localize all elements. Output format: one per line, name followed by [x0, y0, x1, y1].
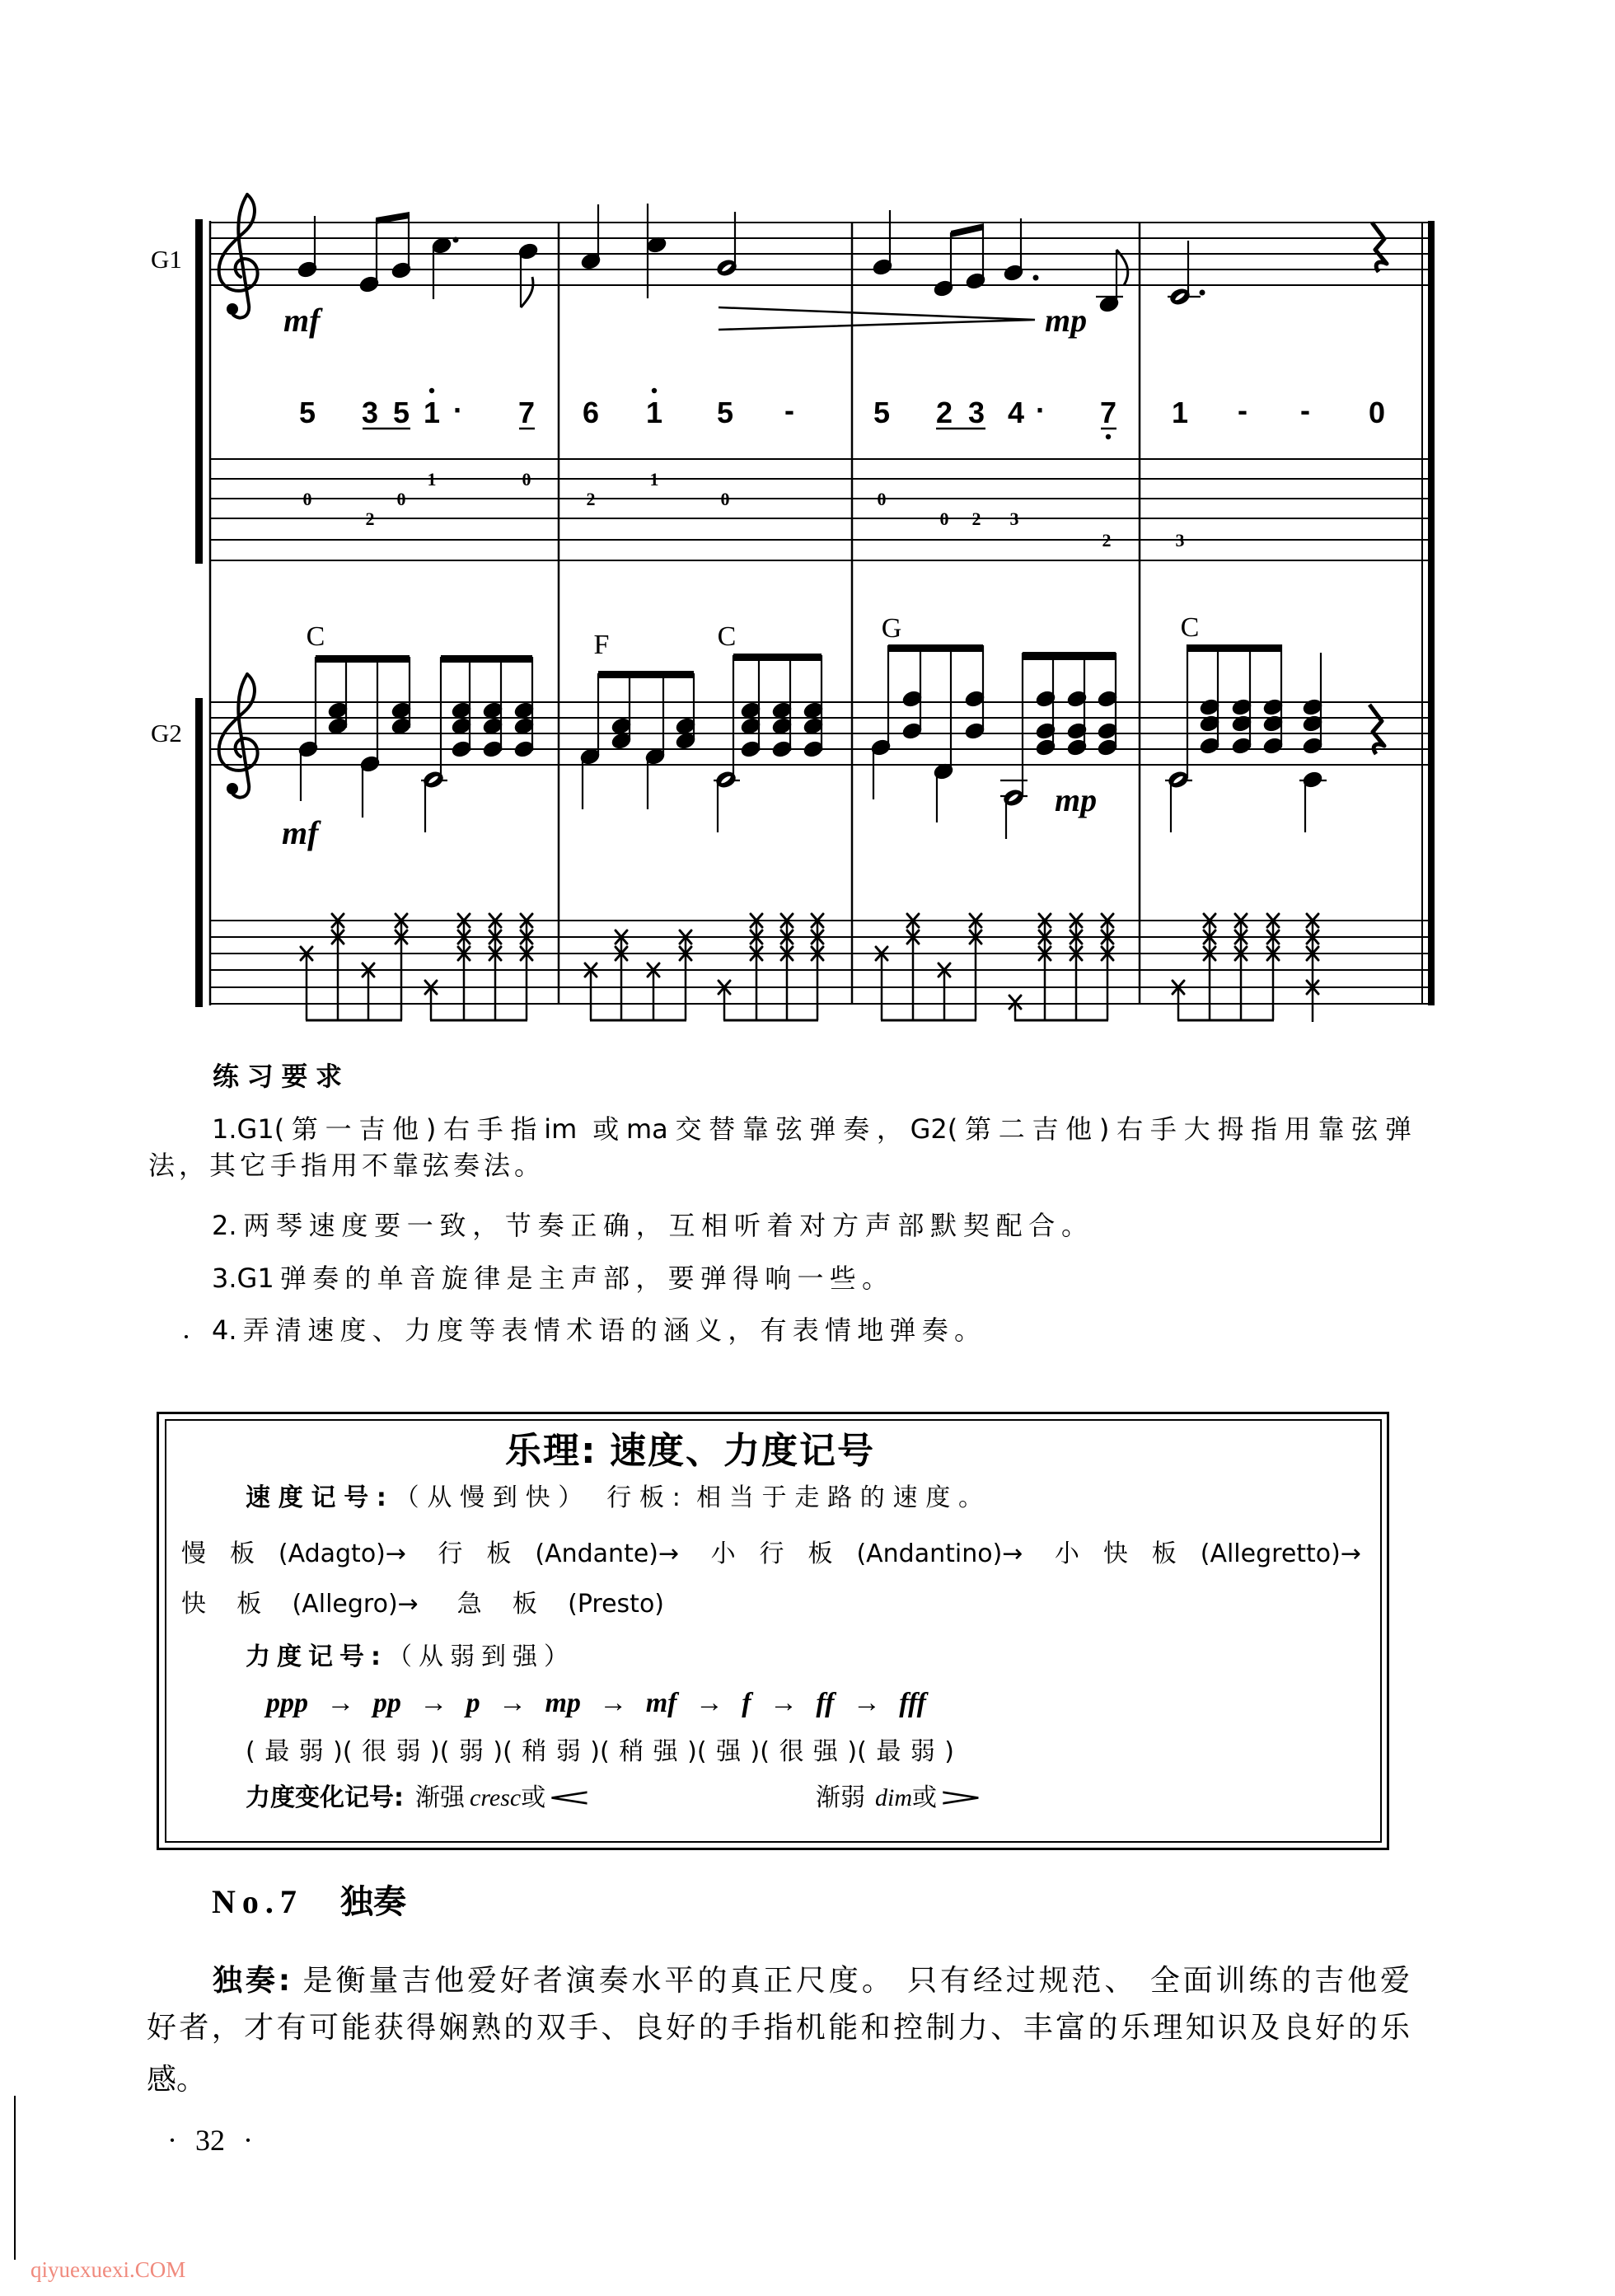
dynamics-sequence: ppp → pp → p → mp → mf → f → ff → fff [266, 1688, 926, 1718]
exercise-line: 3.G1弹奏的单音旋律是主声部，要弹得响一些。 [212, 1263, 888, 1294]
high-octave-dot [652, 388, 657, 393]
notehead [1302, 698, 1322, 716]
notehead [1302, 737, 1322, 755]
g2-tab-strokes [301, 914, 1318, 1022]
dynamics-label: 力度记号: [246, 1642, 381, 1671]
dynamics-note: （从弱到强） [381, 1642, 569, 1671]
beam [598, 671, 694, 678]
notehead [803, 701, 823, 719]
jianpu-note: 1 [423, 396, 441, 429]
jianpu-note: 2 [935, 396, 953, 429]
quarter-rest-icon [1372, 223, 1387, 272]
tab-fret: 0 [396, 489, 406, 509]
beam [1023, 652, 1116, 660]
g1-tab-numbers [303, 469, 1185, 551]
beam [441, 655, 532, 663]
final-barline-thick [1428, 221, 1435, 1005]
tempo-sequence-line-1: 慢板(Adagto)→ 行板(Andante)→ 小行板(Andantino)→ 小快板(Allegretto)→ [181, 1539, 1361, 1568]
low-octave-dot [1106, 434, 1111, 439]
notehead [803, 740, 823, 758]
jianpu-note: 5 [716, 396, 734, 429]
dynamic-change-diminuendo [816, 1783, 985, 1812]
tab-fret: 0 [522, 469, 531, 490]
jianpu-note: 5 [298, 396, 316, 429]
note-flag [521, 277, 533, 307]
notehead [740, 717, 761, 735]
notehead [1097, 738, 1117, 757]
beam [733, 654, 822, 661]
notehead [611, 717, 631, 735]
jianpu-note: 6 [582, 396, 600, 429]
dim-chinese: 渐弱 [816, 1783, 865, 1812]
dynamic-mark: mf [283, 302, 321, 339]
solo-term: 独奏: [213, 1964, 291, 1998]
notehead [327, 717, 348, 735]
notehead [740, 740, 761, 758]
tab-fret: 2 [1102, 530, 1112, 551]
section-title: 独奏 [340, 1883, 406, 1921]
part-label-g2: G2 [151, 719, 182, 747]
solo-paragraph-line: 好者，才有可能获得娴熟的双手、良好的手指机能和控制力、丰富的乐理知识及良好的乐 [147, 2011, 1410, 2045]
notehead [391, 701, 411, 719]
decrescendo-hairpin [719, 307, 1035, 330]
beam [316, 655, 410, 663]
section-number: No.7 [212, 1883, 303, 1920]
dim-or: 或 [912, 1783, 937, 1812]
solo-paragraph-line: 感。 [147, 2063, 207, 2097]
tab-fret: 2 [971, 508, 981, 529]
jianpu-note: 0 [1368, 396, 1386, 429]
page-number [167, 2125, 253, 2155]
jianpu-note: 4 [1007, 396, 1025, 429]
quarter-rest-icon [1369, 705, 1384, 754]
notehead [1199, 698, 1219, 716]
beam [1187, 644, 1281, 652]
note-flag [1116, 250, 1128, 285]
page-number-dot: · [243, 2124, 253, 2157]
dynamic-mark: mp [1045, 302, 1088, 339]
notehead [482, 701, 503, 719]
jianpu-dash: - [1300, 393, 1310, 427]
tab-fret: 3 [1175, 530, 1185, 551]
beam [888, 644, 983, 652]
dim-term: dim [875, 1784, 912, 1811]
tab-fret: 0 [302, 489, 312, 509]
exercise-line: 2.两琴速度要一致，节奏正确，互相听着对方声部默契配合。 [212, 1210, 1088, 1241]
tab-fret: 0 [877, 489, 887, 509]
tab-fret: 1 [649, 469, 659, 490]
g2-notes [297, 644, 1384, 839]
jianpu-note: 5 [392, 396, 410, 429]
notehead [771, 740, 792, 758]
part-label-g1: G1 [151, 245, 182, 274]
tab-fret: 2 [365, 508, 375, 529]
tempo-heading [246, 1483, 983, 1512]
scan-speck [185, 1335, 188, 1338]
theory-title: 乐理: 速度、力度记号 [505, 1430, 873, 1472]
g1-jianpu [299, 388, 1385, 439]
notehead [1097, 690, 1117, 708]
jianpu-dot: · [453, 393, 463, 427]
notehead [740, 701, 761, 719]
jianpu-dash: - [784, 393, 794, 427]
augmentation-dot [1200, 290, 1205, 296]
jianpu-dash: - [1238, 393, 1248, 427]
augmentation-dot [1033, 275, 1039, 281]
dynamic-change-label: 力度变化记号: [246, 1783, 404, 1812]
chord-symbol: G [881, 613, 902, 644]
page-number-dot: · [167, 2124, 177, 2157]
chord-symbol: C [306, 621, 325, 652]
jianpu-note: 7 [1099, 396, 1117, 429]
jianpu-note: 3 [967, 396, 985, 429]
cresc-term: cresc [470, 1784, 522, 1811]
notehead [431, 237, 452, 255]
chord-symbol: C [1180, 612, 1200, 643]
notehead [391, 717, 411, 735]
cresc-or: 或 [521, 1783, 546, 1812]
tab-fret: 0 [939, 508, 949, 529]
beam [951, 223, 984, 237]
exercise-line: 4.弄清速度、力度等表情术语的涵义，有表情地弹奏。 [212, 1314, 981, 1346]
notehead [451, 717, 471, 735]
notehead [451, 740, 471, 758]
tab-fret: 3 [1009, 508, 1019, 529]
dynamic-change-crescendo [246, 1783, 594, 1812]
notehead [803, 717, 823, 735]
cresc-chinese: 渐强 [415, 1783, 465, 1812]
page-number-value: 32 [195, 2124, 225, 2157]
high-octave-dot [429, 388, 434, 393]
dynamics-heading [246, 1642, 569, 1671]
exercise-title: 练习要求 [213, 1061, 342, 1092]
barlines [210, 221, 1422, 1005]
g1-tab-lines [210, 459, 1435, 560]
exercise-line: 1.G1(第一吉他)右手指im 或ma交替靠弦弹奏，G2(第二吉他)右手大拇指用靠弦弹 [212, 1113, 1411, 1145]
augmentation-dot [453, 237, 459, 243]
jianpu-note: 1 [645, 396, 663, 429]
jianpu-dot: · [1036, 393, 1046, 427]
margin-rule [14, 2096, 16, 2260]
notehead [771, 701, 792, 719]
treble-clef-icon [219, 194, 258, 318]
guitar-duet-score [0, 0, 1615, 1038]
notehead [675, 717, 695, 735]
tab-fret: 0 [720, 489, 730, 509]
chord-symbol: C [717, 621, 737, 652]
g1-bracket [195, 219, 203, 564]
tempo-label: 速度记号: [246, 1483, 386, 1512]
notehead [901, 690, 922, 708]
notehead [1231, 737, 1252, 755]
tempo-note: （从慢到快） 行板: 相当于走路的速度。 [386, 1483, 983, 1512]
notehead [771, 717, 792, 735]
notehead [1199, 737, 1219, 755]
jianpu-note: 5 [873, 396, 891, 429]
g1-notes [297, 204, 1387, 313]
jianpu-note: 7 [517, 396, 536, 429]
notehead [1262, 737, 1283, 755]
notehead [513, 701, 534, 719]
tempo-sequence-line-2: 快板(Allegro)→ 急板(Presto) [181, 1590, 664, 1619]
jianpu-note: 1 [1171, 396, 1189, 429]
jianpu-note: 3 [361, 396, 379, 429]
notehead [964, 722, 985, 740]
notehead [675, 732, 695, 750]
notehead [482, 717, 503, 735]
notehead [482, 740, 503, 758]
solo-text: 是衡量吉他爱好者演奏水平的真正尺度。 只有经过规范、 全面训练的吉他爱 [290, 1964, 1410, 1998]
notehead [901, 722, 922, 740]
notehead [611, 732, 631, 750]
exercise-line: 法，其它手指用不靠弦奏法。 [148, 1150, 541, 1181]
notehead [964, 690, 985, 708]
solo-paragraph-line [213, 1966, 1410, 1996]
tab-fret: 1 [427, 469, 437, 490]
dynamic-mark: mp [1055, 781, 1098, 818]
notehead [513, 717, 534, 735]
notehead [1262, 698, 1283, 716]
notehead [513, 740, 534, 758]
notehead [1231, 698, 1252, 716]
diminuendo-hairpin-icon: > [937, 1783, 985, 1812]
dynamic-mark: mf [282, 814, 319, 851]
crescendo-hairpin-icon: < [545, 1783, 594, 1812]
notehead [1097, 722, 1117, 740]
dynamics-meanings: (最弱)(很弱)(弱)(稍弱)(稍强)(强)(很强)(最弱) [246, 1737, 954, 1766]
notehead [327, 701, 348, 719]
chord-symbol: F [593, 630, 610, 660]
tab-fret: 2 [586, 489, 596, 509]
g2-bracket [195, 698, 203, 1007]
watermark: qiyuexuexi.COM [30, 2257, 186, 2282]
treble-clef-icon [219, 674, 258, 798]
notehead [451, 701, 471, 719]
